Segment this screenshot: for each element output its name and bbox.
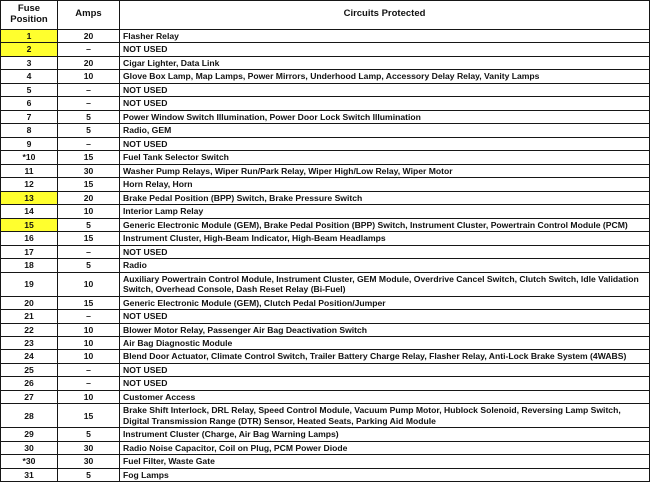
- circuits-protected-cell: Blend Door Actuator, Climate Control Switch, Trailer Battery Charge Relay, Flasher Relay, Anti-Lock Brake System (4WABS): [120, 350, 650, 363]
- header-fuse-position: Fuse Position: [1, 1, 58, 30]
- circuits-protected-cell: Horn Relay, Horn: [120, 178, 650, 191]
- circuits-protected-cell: Radio, GEM: [120, 124, 650, 137]
- circuits-protected-cell: Washer Pump Relays, Wiper Run/Park Relay, Wiper High/Low Relay, Wiper Motor: [120, 164, 650, 177]
- fuse-position-cell: 26: [1, 377, 58, 390]
- table-row: [1, 164, 650, 177]
- fuse-position-cell: 30: [1, 441, 58, 454]
- amps-cell: 20: [58, 29, 120, 42]
- circuits-protected-cell: Glove Box Lamp, Map Lamps, Power Mirrors, Underhood Lamp, Accessory Delay Relay, Vanity Lamps: [120, 70, 650, 83]
- circuits-protected-cell: NOT USED: [120, 363, 650, 376]
- fuse-position-cell: 4: [1, 70, 58, 83]
- circuits-protected-cell: Blower Motor Relay, Passenger Air Bag Deactivation Switch: [120, 323, 650, 336]
- table-row: [1, 455, 650, 468]
- fuse-position-cell: 9: [1, 137, 58, 150]
- amps-cell: 5: [58, 218, 120, 231]
- amps-cell: 10: [58, 70, 120, 83]
- fuse-position-cell: 3: [1, 56, 58, 69]
- table-row: [1, 363, 650, 376]
- circuits-protected-cell: NOT USED: [120, 310, 650, 323]
- fuse-position-cell: *10: [1, 151, 58, 164]
- fuse-position-cell: 16: [1, 232, 58, 245]
- circuits-protected-cell: Air Bag Diagnostic Module: [120, 336, 650, 349]
- circuits-protected-cell: NOT USED: [120, 137, 650, 150]
- circuits-protected-cell: Fuel Tank Selector Switch: [120, 151, 650, 164]
- circuits-protected-cell: Brake Shift Interlock, DRL Relay, Speed Control Module, Vacuum Pump Motor, Hublock Solenoid, Reversing Lamp Switch, Digital Transmission Range (DTR) Sensor, Heated Seats, Parking Aid Module: [120, 404, 650, 428]
- fuse-position-cell: 24: [1, 350, 58, 363]
- amps-cell: 10: [58, 205, 120, 218]
- fuse-table-body: [1, 29, 650, 481]
- circuits-protected-cell: Power Window Switch Illumination, Power Door Lock Switch Illumination: [120, 110, 650, 123]
- amps-cell: –: [58, 363, 120, 376]
- table-row: [1, 310, 650, 323]
- fuse-position-cell: 6: [1, 97, 58, 110]
- circuits-protected-cell: NOT USED: [120, 97, 650, 110]
- table-row: [1, 29, 650, 42]
- circuits-protected-cell: NOT USED: [120, 83, 650, 96]
- fuse-position-cell: 5: [1, 83, 58, 96]
- amps-cell: 15: [58, 232, 120, 245]
- circuits-protected-cell: Flasher Relay: [120, 29, 650, 42]
- table-row: [1, 441, 650, 454]
- amps-cell: 5: [58, 124, 120, 137]
- amps-cell: 15: [58, 404, 120, 428]
- table-row: [1, 404, 650, 428]
- fuse-position-cell: 25: [1, 363, 58, 376]
- table-row: [1, 151, 650, 164]
- circuits-protected-cell: Brake Pedal Position (BPP) Switch, Brake Pressure Switch: [120, 191, 650, 204]
- table-row: [1, 137, 650, 150]
- circuits-protected-cell: Fuel Filter, Waste Gate: [120, 455, 650, 468]
- amps-cell: 5: [58, 259, 120, 272]
- table-row: [1, 428, 650, 441]
- fuse-position-cell: 21: [1, 310, 58, 323]
- fuse-position-cell: 8: [1, 124, 58, 137]
- fuse-position-cell: 20: [1, 296, 58, 309]
- fuse-position-cell: 7: [1, 110, 58, 123]
- table-row: [1, 377, 650, 390]
- table-row: [1, 218, 650, 231]
- table-row: [1, 272, 650, 296]
- table-row: [1, 468, 650, 481]
- fuse-position-cell: 22: [1, 323, 58, 336]
- table-row: [1, 43, 650, 56]
- table-header-row: [1, 1, 650, 30]
- fuse-position-cell: 1: [1, 29, 58, 42]
- amps-cell: –: [58, 137, 120, 150]
- circuits-protected-cell: NOT USED: [120, 377, 650, 390]
- fuse-position-cell: 28: [1, 404, 58, 428]
- amps-cell: 5: [58, 428, 120, 441]
- header-circuits-protected: Circuits Protected: [120, 1, 650, 30]
- circuits-protected-cell: Radio: [120, 259, 650, 272]
- amps-cell: 20: [58, 56, 120, 69]
- amps-cell: 10: [58, 272, 120, 296]
- amps-cell: –: [58, 97, 120, 110]
- fuse-position-cell: *30: [1, 455, 58, 468]
- table-row: [1, 124, 650, 137]
- amps-cell: 5: [58, 468, 120, 481]
- circuits-protected-cell: Fog Lamps: [120, 468, 650, 481]
- amps-cell: 30: [58, 164, 120, 177]
- circuits-protected-cell: Generic Electronic Module (GEM), Brake Pedal Position (BPP) Switch, Instrument Cluster, Powertrain Control Module (PCM): [120, 218, 650, 231]
- amps-cell: 15: [58, 178, 120, 191]
- table-row: [1, 178, 650, 191]
- amps-cell: 10: [58, 390, 120, 403]
- amps-cell: –: [58, 43, 120, 56]
- table-row: [1, 110, 650, 123]
- amps-cell: 15: [58, 151, 120, 164]
- fuse-position-cell: 11: [1, 164, 58, 177]
- fuse-position-cell: 18: [1, 259, 58, 272]
- fuse-position-cell: 13: [1, 191, 58, 204]
- table-row: [1, 205, 650, 218]
- amps-cell: 15: [58, 296, 120, 309]
- amps-cell: 10: [58, 350, 120, 363]
- fuse-position-cell: 2: [1, 43, 58, 56]
- circuits-protected-cell: Radio Noise Capacitor, Coil on Plug, PCM Power Diode: [120, 441, 650, 454]
- circuits-protected-cell: Generic Electronic Module (GEM), Clutch Pedal Position/Jumper: [120, 296, 650, 309]
- table-row: [1, 70, 650, 83]
- fuse-position-cell: 14: [1, 205, 58, 218]
- amps-cell: –: [58, 83, 120, 96]
- table-row: [1, 97, 650, 110]
- amps-cell: –: [58, 245, 120, 258]
- table-row: [1, 336, 650, 349]
- fuse-position-cell: 23: [1, 336, 58, 349]
- amps-cell: 30: [58, 441, 120, 454]
- table-row: [1, 390, 650, 403]
- amps-cell: 10: [58, 336, 120, 349]
- fuse-position-cell: 19: [1, 272, 58, 296]
- fuse-position-cell: 15: [1, 218, 58, 231]
- table-row: [1, 296, 650, 309]
- circuits-protected-cell: NOT USED: [120, 245, 650, 258]
- circuits-protected-cell: NOT USED: [120, 43, 650, 56]
- header-amps: Amps: [58, 1, 120, 30]
- fuse-position-cell: 29: [1, 428, 58, 441]
- table-row: [1, 323, 650, 336]
- table-row: [1, 83, 650, 96]
- table-row: [1, 350, 650, 363]
- circuits-protected-cell: Customer Access: [120, 390, 650, 403]
- table-row: [1, 191, 650, 204]
- fuse-position-cell: 12: [1, 178, 58, 191]
- table-row: [1, 56, 650, 69]
- fuse-position-cell: 27: [1, 390, 58, 403]
- table-row: [1, 232, 650, 245]
- amps-cell: 20: [58, 191, 120, 204]
- amps-cell: 10: [58, 323, 120, 336]
- amps-cell: –: [58, 310, 120, 323]
- fuse-position-cell: 17: [1, 245, 58, 258]
- circuits-protected-cell: Auxiliary Powertrain Control Module, Instrument Cluster, GEM Module, Overdrive Cancel Switch, Clutch Switch, Idle Validation Switch, Overhead Console, Dash Reset Relay (Bi-Fuel): [120, 272, 650, 296]
- amps-cell: 5: [58, 110, 120, 123]
- table-row: [1, 245, 650, 258]
- amps-cell: –: [58, 377, 120, 390]
- circuits-protected-cell: Instrument Cluster (Charge, Air Bag Warning Lamps): [120, 428, 650, 441]
- circuits-protected-cell: Interior Lamp Relay: [120, 205, 650, 218]
- amps-cell: 30: [58, 455, 120, 468]
- circuits-protected-cell: Cigar Lighter, Data Link: [120, 56, 650, 69]
- fuse-position-cell: 31: [1, 468, 58, 481]
- circuits-protected-cell: Instrument Cluster, High-Beam Indicator, High-Beam Headlamps: [120, 232, 650, 245]
- table-row: [1, 259, 650, 272]
